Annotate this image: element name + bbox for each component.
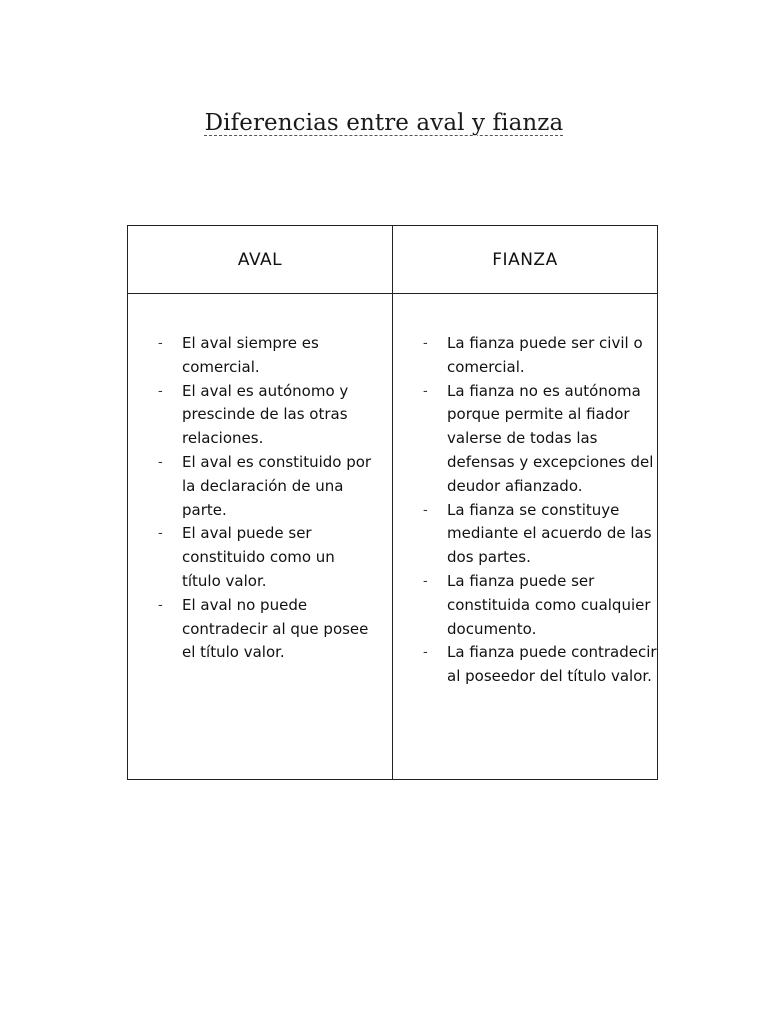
list-item-text: La fianza puede ser constituida como cualquier documento.	[447, 571, 651, 638]
column-aval	[128, 226, 393, 779]
column-fianza	[393, 226, 657, 779]
list-item-text: El aval no puede contradecir al que posee el título valor.	[182, 595, 369, 662]
list-item-text: La fianza puede contradecir al poseedor del título valor.	[447, 643, 657, 686]
list-item-text: La fianza puede ser civil o comercial.	[447, 334, 643, 376]
column-header-fianza: FIANZA	[393, 226, 657, 294]
list-item	[158, 522, 378, 593]
list-item-text: El aval siempre es comercial.	[182, 334, 319, 376]
list-item	[423, 570, 659, 641]
bullet-dash: -	[423, 645, 428, 661]
fianza-list	[423, 332, 659, 689]
list-item-text: El aval es autónomo y prescinde de las otras relaciones.	[182, 381, 349, 448]
bullet-dash: -	[158, 454, 163, 470]
bullet-dash: -	[423, 573, 428, 589]
bullet-dash: -	[158, 383, 163, 399]
list-item	[423, 641, 659, 689]
list-item-text: El aval es constituido por la declaración de una parte.	[182, 452, 372, 519]
bullet-dash: -	[158, 526, 163, 542]
list-item-text: La fianza se constituye mediante el acuerdo de las dos partes.	[447, 500, 652, 567]
comparison-table	[127, 225, 658, 780]
document-title-text: Diferencias entre aval y fianza	[204, 110, 564, 136]
list-item-text: La fianza no es autónoma porque permite al fiador valerse de todas las defensas y excepciones del deudor afianzado.	[447, 381, 654, 495]
aval-list	[158, 332, 378, 665]
column-header-aval: AVAL	[128, 226, 392, 294]
list-item	[423, 332, 659, 380]
document-title	[0, 110, 768, 136]
list-item-text: El aval puede ser constituido como un título valor.	[182, 524, 335, 590]
bullet-dash: -	[423, 502, 428, 518]
list-item	[158, 380, 378, 451]
bullet-dash: -	[158, 597, 163, 613]
bullet-dash: -	[158, 336, 163, 351]
list-item	[423, 380, 659, 499]
list-item	[158, 332, 378, 380]
list-item	[423, 499, 659, 570]
list-item	[158, 451, 378, 522]
bullet-dash: -	[423, 383, 428, 399]
bullet-dash: -	[423, 336, 428, 351]
list-item	[158, 594, 378, 665]
